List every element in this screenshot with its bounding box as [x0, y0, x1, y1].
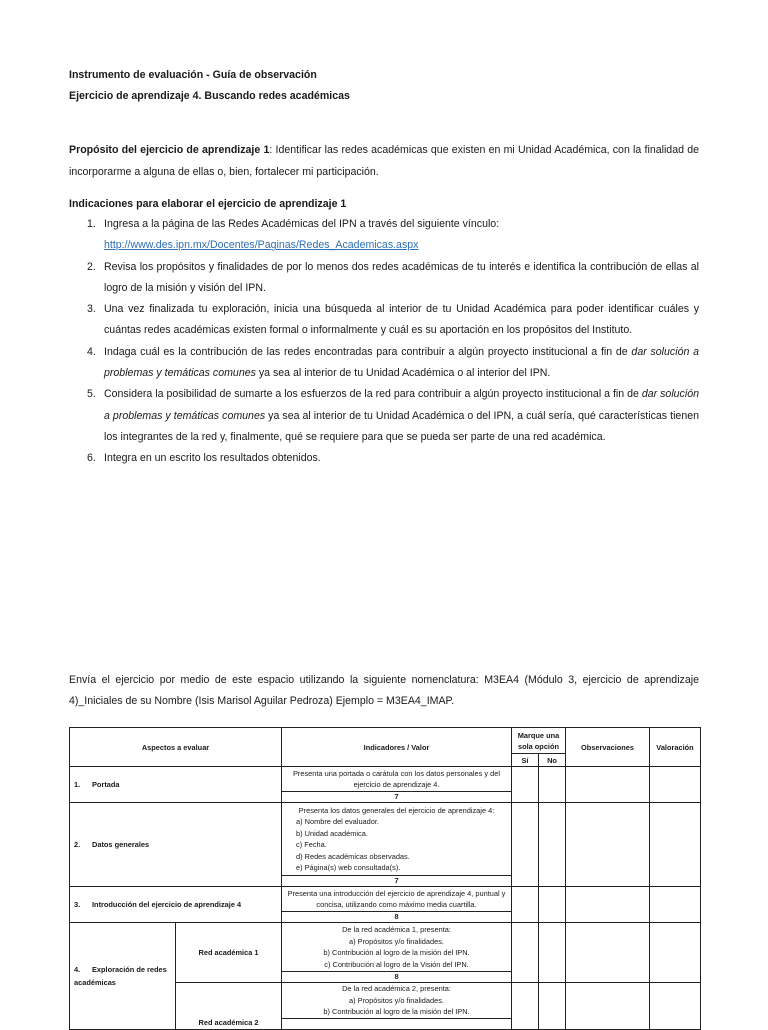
table-row	[70, 767, 701, 792]
item-number: 6.	[87, 452, 96, 465]
aspect-cell: 4. Exploración de redes académicas	[70, 923, 176, 1030]
purpose-paragraph	[69, 139, 699, 183]
header-yes: Sí	[512, 754, 539, 767]
header-no: No	[539, 754, 566, 767]
no-checkbox-cell[interactable]	[539, 923, 566, 983]
observations-cell[interactable]	[566, 887, 650, 923]
list-item: b) Unidad académica.	[296, 828, 368, 838]
indicator-list	[284, 936, 509, 971]
indicator-cell: Presenta una portada o carátula con los datos personales y del ejercicio de aprendizaje 4.	[282, 767, 512, 792]
item-number: 4.	[87, 345, 96, 358]
yes-checkbox-cell[interactable]	[512, 983, 539, 1030]
indicator-cell	[282, 803, 512, 876]
header-indicators: Indicadores / Valor	[282, 728, 512, 767]
yes-checkbox-cell[interactable]	[512, 803, 539, 887]
document-subtitle: Ejercicio de aprendizaje 4. Buscando redes académicas	[69, 90, 350, 102]
header-rating: Valoración	[650, 728, 701, 767]
item-text: ya sea al interior de tu Unidad Académica o del IPN, a cuál sería, qué características tienen los integrantes de la red y, finalmente, qué se requiere para que se pueda ser parte de una red académica.	[104, 409, 699, 443]
list-item: a) Propósitos y/o finalidades.	[349, 936, 444, 946]
observations-cell[interactable]	[566, 923, 650, 983]
list-item	[87, 214, 699, 257]
indicator-cell	[282, 983, 512, 1019]
no-checkbox-cell[interactable]	[539, 983, 566, 1030]
list-item	[87, 384, 699, 448]
item-text: ya sea al interior de tu Unidad Académica o al interior del IPN.	[255, 367, 551, 380]
item-number: 1.	[87, 218, 96, 230]
observations-cell[interactable]	[566, 803, 650, 887]
indicator-value: 8	[282, 972, 512, 983]
table-row	[70, 887, 701, 912]
indicator-value: 7	[282, 876, 512, 887]
submission-instructions: Envía el ejercicio por medio de este espacio utilizando la siguiente nomenclatura: M3EA4 (Módulo 3, ejercicio de aprendizaje 4)_Iniciales de su Nombre (Isis Marisol Aguilar Pedroza) Ejemplo = M3EA4_IMAP.	[69, 673, 699, 708]
yes-checkbox-cell[interactable]	[512, 887, 539, 923]
rating-cell[interactable]	[650, 803, 701, 887]
observations-cell[interactable]	[566, 767, 650, 803]
evaluation-table	[69, 727, 701, 1030]
list-item: c) Fecha.	[296, 840, 327, 849]
item-text: Una vez finalizada tu exploración, inicia una búsqueda al interior de tu Unidad Académica para poder identificar cuáles y cuántas redes académicas existen formal o informalmente y cuál es su aportación en los propósitos del Instituto.	[104, 303, 699, 337]
indicator-value: 7	[282, 792, 512, 803]
table-row	[70, 803, 701, 876]
item-text: Revisa los propósitos y finalidades de por lo menos dos redes académicas de tu interés e identifica la contribución de ellas al logro de la misión y visión del IPN.	[104, 260, 699, 294]
red-academica-2-label: Red académica 2	[176, 983, 282, 1030]
document-title: Instrumento de evaluación - Guía de observación	[69, 69, 317, 81]
indicator-text: Presenta los datos generales del ejercicio de aprendizaje 4:	[298, 805, 495, 815]
no-checkbox-cell[interactable]	[539, 767, 566, 803]
header-aspects: Aspectos a evaluar	[70, 728, 282, 767]
list-item: a) Propósitos y/o finalidades.	[349, 995, 444, 1005]
list-item: a) Nombre del evaluador.	[296, 817, 379, 826]
list-item: b) Contribución al logro de la misión del IPN.	[323, 1007, 470, 1016]
item-italic-text: dar solución a problemas y temáticas comunes	[104, 345, 699, 380]
list-item: b) Contribución al logro de la misión del IPN.	[323, 948, 470, 957]
observations-cell[interactable]	[566, 983, 650, 1030]
item-text: Considera la posibilidad de sumarte a los esfuerzos de la red para contribuir a algún proyecto institucional a fin de	[104, 388, 642, 401]
header-choose-option: Marque una sola opción	[512, 728, 566, 754]
table-row	[70, 923, 701, 972]
list-item: c) Contribución al logro de la Visión del IPN.	[324, 959, 469, 969]
list-item	[87, 448, 699, 469]
list-item	[87, 342, 699, 385]
list-item: d) Redes académicas observadas.	[296, 851, 410, 861]
indicator-value: 8	[282, 912, 512, 923]
item-text: Indaga cuál es la contribución de las redes encontradas para contribuir a algún proyecto institucional a fin de	[104, 345, 632, 358]
item-number: 5.	[87, 388, 96, 401]
indicator-text: De la red académica 2, presenta:	[342, 984, 451, 993]
aspect-cell: 3. Introducción del ejercicio de aprendizaje 4	[70, 887, 282, 923]
header-observations: Observaciones	[566, 728, 650, 767]
instructions-title: Indicaciones para elaborar el ejercicio de aprendizaje 1	[69, 198, 347, 210]
item-text: Integra en un escrito los resultados obtenidos.	[104, 452, 321, 465]
item-number: 3.	[87, 303, 96, 316]
rating-cell[interactable]	[650, 887, 701, 923]
no-checkbox-cell[interactable]	[539, 887, 566, 923]
aspect-cell: 1. Portada	[70, 767, 282, 803]
rating-cell[interactable]	[650, 983, 701, 1030]
item-number: 2.	[87, 260, 96, 273]
list-item: e) Página(s) web consultada(s).	[296, 863, 401, 872]
yes-checkbox-cell[interactable]	[512, 923, 539, 983]
indicator-list	[284, 816, 509, 874]
no-checkbox-cell[interactable]	[539, 803, 566, 887]
aspect-cell: 2. Datos generales	[70, 803, 282, 887]
redes-academicas-link[interactable]: http://www.des.ipn.mx/Docentes/Paginas/Redes_Academicas.aspx	[104, 239, 419, 252]
item-italic-text: dar solución a problemas y temáticas comunes	[104, 388, 699, 422]
item-text: Ingresa a la página de las Redes Académicas del IPN a través del siguiente vínculo:	[104, 218, 500, 230]
indicator-text: De la red académica 1, presenta:	[342, 925, 451, 934]
list-item	[87, 257, 699, 300]
indicator-list	[284, 995, 509, 1018]
purpose-text: : Identificar las redes académicas que existen en mi Unidad Académica, con la finalidad de incorporarme a alguna de ellas o, bien, fortalecer mi participación.	[69, 143, 699, 178]
indicator-cell: Presenta una introducción del ejercicio de aprendizaje 4, puntual y concisa, utilizando como máximo media cuartilla.	[282, 887, 512, 912]
purpose-label: Propósito del ejercicio de aprendizaje 1	[69, 143, 270, 156]
yes-checkbox-cell[interactable]	[512, 767, 539, 803]
list-item	[87, 299, 699, 342]
indicator-cell	[282, 923, 512, 972]
rating-cell[interactable]	[650, 923, 701, 983]
rating-cell[interactable]	[650, 767, 701, 803]
instructions-list	[69, 214, 699, 470]
red-academica-1-label: Red académica 1	[176, 923, 282, 983]
